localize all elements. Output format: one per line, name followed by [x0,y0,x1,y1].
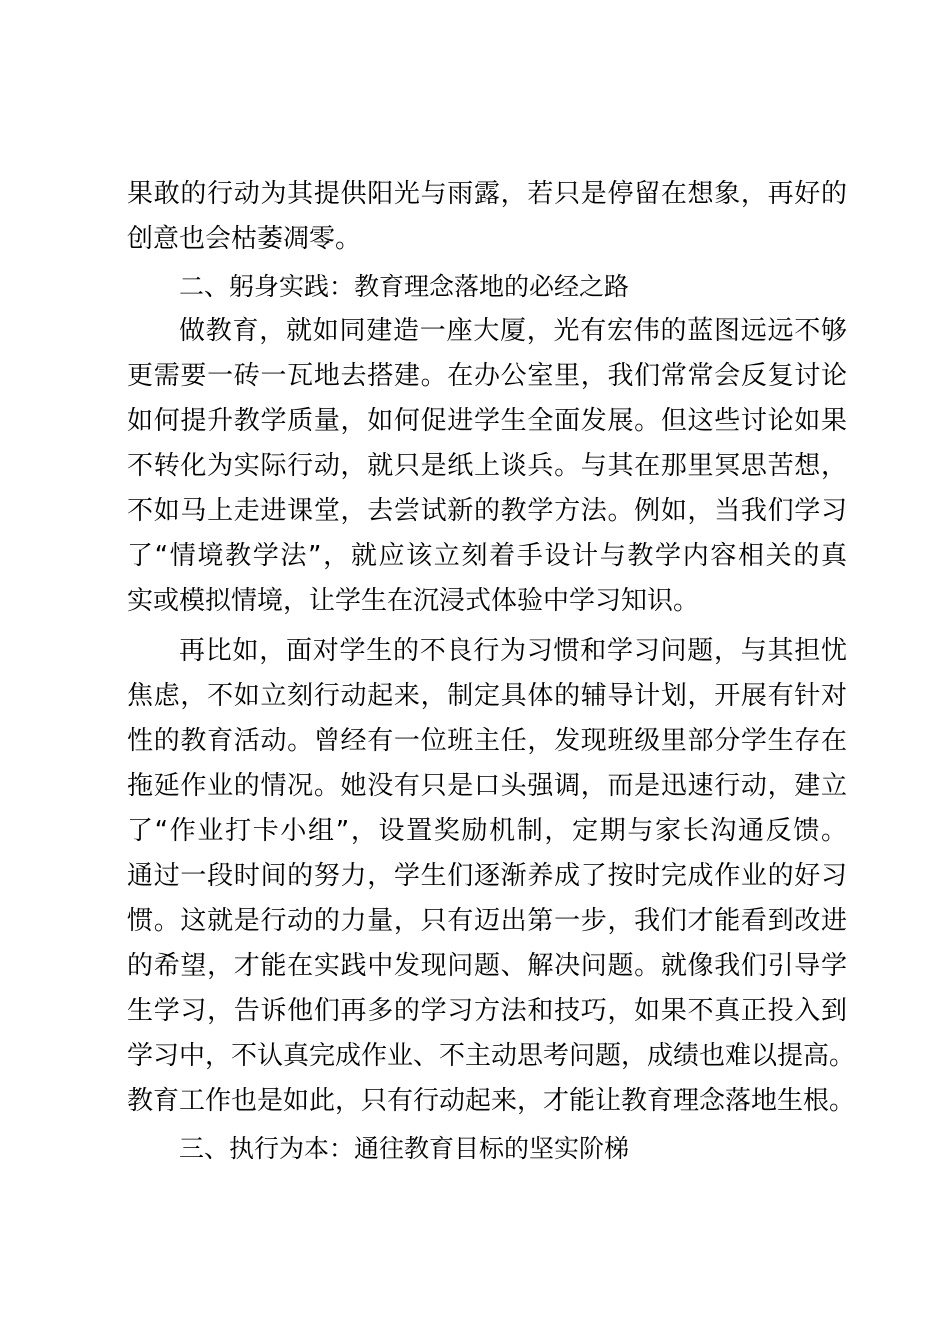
text-line: 生学习，告诉他们再多的学习方法和技巧，如果不真正投入到 [127,996,847,1026]
text-line: 实或模拟情境，让学生在沉浸式体验中学习知识。 [127,586,700,616]
text-line: 再比如，面对学生的不良行为习惯和学习问题，与其担忧 [179,636,847,666]
paragraph [127,309,847,624]
text-line: 不转化为实际行动，就只是纸上谈兵。与其在那里冥思苦想， [127,451,847,481]
text-line: 如何提升教学质量，如何促进学生全面发展。但这些讨论如果 [127,406,847,436]
section-heading-2 [127,264,847,309]
paragraph-continuation [127,172,847,262]
heading-text: 二、躬身实践：教育理念落地的必经之路 [179,272,630,301]
paragraph [127,629,856,1124]
text-line: 了“作业打卡小组”，设置奖励机制，定期与家长沟通反馈。 [127,816,847,846]
section-heading-3 [127,1126,847,1171]
text-line: 通过一段时间的努力，学生们逐渐养成了按时完成作业的好习 [127,861,847,891]
text-line: 学习中，不认真完成作业、不主动思考问题，成绩也难以提高。 [127,1041,856,1071]
text-line: 做教育，就如同建造一座大厦，光有宏伟的蓝图远远不够 [179,316,847,346]
text-line: 教育工作也是如此，只有行动起来，才能让教育理念落地生根。 [127,1086,856,1116]
text-line: 创意也会枯萎凋零。 [127,224,362,254]
heading-text: 三、执行为本：通往教育目标的坚实阶梯 [179,1134,630,1163]
text-line: 更需要一砖一瓦地去搭建。在办公室里，我们常常会反复讨论 [127,361,847,391]
text-line: 的希望，才能在实践中发现问题、解决问题。就像我们引导学 [127,951,847,981]
text-line: 惯。这就是行动的力量，只有迈出第一步，我们才能看到改进 [127,906,847,936]
text-line: 焦虑，不如立刻行动起来，制定具体的辅导计划，开展有针对 [127,681,847,711]
text-line: 不如马上走进课堂，去尝试新的教学方法。例如，当我们学习 [127,496,847,526]
text-line: 拖延作业的情况。她没有只是口头强调，而是迅速行动，建立 [127,771,847,801]
text-line: 性的教育活动。曾经有一位班主任，发现班级里部分学生存在 [127,726,847,756]
document-body [127,172,856,1171]
text-line: 了“情境教学法”，就应该立刻着手设计与教学内容相关的真 [127,541,847,571]
text-line: 果敢的行动为其提供阳光与雨露，若只是停留在想象，再好的 [127,179,847,209]
